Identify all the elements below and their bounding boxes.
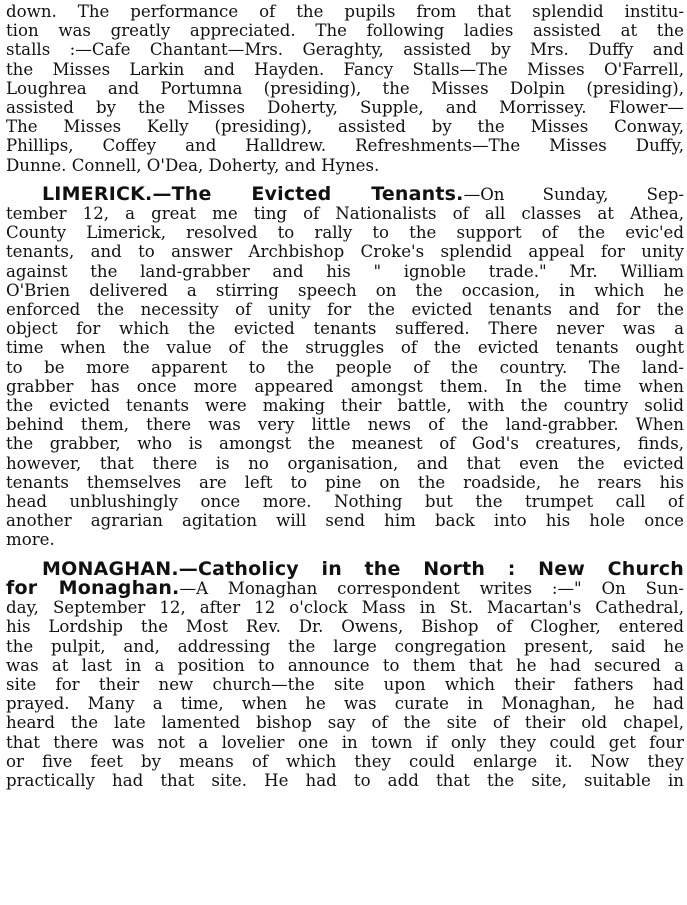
- paragraph-line: the pulpit, and, addressing the large congregation present, said he: [6, 636, 684, 656]
- paragraph-line: down. The performance of the pupils from that splendid institu-: [6, 2, 684, 21]
- paragraph-line: the Misses Larkin and Hayden. Fancy Stalls—The Misses O'Farrell,: [6, 59, 684, 79]
- paragraph-line: against the land-grabber and his " ignoble trade." Mr. William: [6, 261, 684, 281]
- monaghan-heading-continued: for Monaghan.: [6, 578, 180, 599]
- paragraph-line: O'Brien delivered a stirring speech on the occasion, in which he: [6, 280, 684, 300]
- paragraph-line: site for their new church—the site upon which their fathers had: [6, 674, 684, 694]
- limerick-first-line-text: —On Sunday, Sep-: [463, 184, 684, 204]
- paragraph-line: heard the late lamented bishop say of the site of their old chapel,: [6, 713, 684, 733]
- paragraph-line: assisted by the Misses Doherty, Supple, and Morrissey. Flower—: [6, 98, 684, 118]
- paragraph-line: County Limerick, resolved to rally to the support of the evic'ed: [6, 223, 684, 243]
- continuation-paragraph: [6, 2, 684, 175]
- paragraph-line: that there was not a lovelier one in town if only they could get four: [6, 732, 684, 752]
- paragraph-line: his Lordship the Most Rev. Dr. Owens, Bishop of Clogher, entered: [6, 617, 684, 637]
- paragraph-line: day, September 12, after 12 o'clock Mass in St. Macartan's Cathedral,: [6, 598, 684, 618]
- paragraph-line: Dunne. Connell, O'Dea, Doherty, and Hynes.: [6, 155, 380, 175]
- paragraph-line: tenants, and to answer Archbishop Croke's splendid appeal for unity: [6, 242, 684, 262]
- paragraph-line: another agrarian agitation will send him back into his hole once: [6, 511, 684, 531]
- paragraph-line: to be more apparent to the people of the country. The land-: [6, 357, 684, 377]
- section-spacer: [6, 550, 684, 560]
- paragraph-line: the grabber, who is amongst the meanest of God's creatures, finds,: [6, 434, 684, 454]
- paragraph-line: grabber has once more appeared amongst them. In the time when: [6, 376, 684, 396]
- paragraph-line: the evicted tenants were making their battle, with the country solid: [6, 396, 684, 416]
- paragraph-line: practically had that site. He had to add that the site, suitable in: [6, 770, 684, 790]
- paragraph-line: The Misses Kelly (presiding), assisted by the Misses Conway,: [6, 117, 684, 137]
- limerick-heading: LIMERICK.—The Evicted Tenants.: [42, 184, 464, 205]
- paragraph-line: was at last in a position to announce to them that he had secured a: [6, 655, 684, 675]
- paragraph-line: tion was greatly appreciated. The following ladies assisted at the: [6, 21, 684, 41]
- paragraph-line: tember 12, a great me ting of Nationalists of all classes at Athea,: [6, 204, 684, 224]
- section-spacer: [6, 175, 684, 185]
- paragraph-line: behind them, there was very little news of the land-grabber. When: [6, 415, 684, 435]
- paragraph-line: however, that there is no organisation, and that even the evicted: [6, 453, 684, 473]
- paragraph-line: tenants themselves are left to pine on the roadside, he rears his: [6, 472, 684, 492]
- paragraph-line: Phillips, Coffey and Halldrew. Refreshments—The Misses Duffy,: [6, 136, 684, 156]
- monaghan-second-line: [6, 579, 684, 598]
- paragraph-line: head unblushingly once more. Nothing but the trumpet call of: [6, 492, 684, 512]
- paragraph-line: stalls :—Cafe Chantant—Mrs. Geraghty, assisted by Mrs. Duffy and: [6, 40, 684, 60]
- monaghan-second-line-text: —A Monaghan correspondent writes :—" On Sun-: [179, 578, 684, 598]
- limerick-first-line: [6, 185, 684, 204]
- monaghan-paragraph: [6, 560, 684, 790]
- limerick-paragraph: [6, 185, 684, 550]
- paragraph-line: object for which the evicted tenants suffered. There never was a: [6, 319, 684, 339]
- paragraph-line: prayed. Many a time, when he was curate in Monaghan, he had: [6, 694, 684, 714]
- paragraph-line: time when the value of the struggles of the evicted tenants ought: [6, 338, 684, 358]
- paragraph-line: or five feet by means of which they could enlarge it. Now they: [6, 751, 684, 771]
- paragraph-line: Loughrea and Portumna (presiding), the Misses Dolpin (presiding),: [6, 78, 684, 98]
- paragraph-line: more.: [6, 530, 55, 550]
- monaghan-heading: MONAGHAN.—Catholicy in the North : New Church: [42, 559, 684, 579]
- monaghan-heading-line: [6, 560, 684, 579]
- paragraph-line: enforced the necessity of unity for the evicted tenants and for the: [6, 300, 684, 320]
